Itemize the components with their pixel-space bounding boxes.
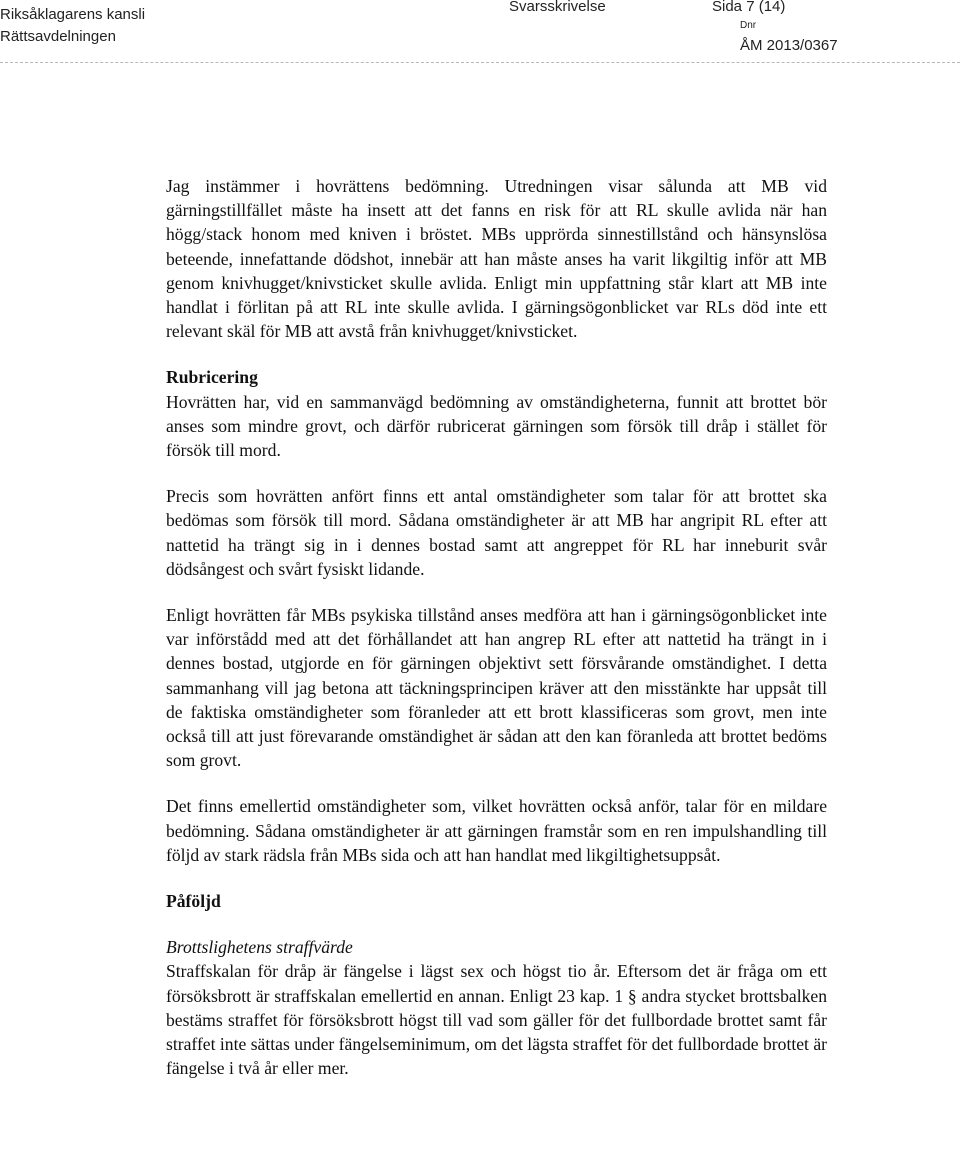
document-body (166, 174, 827, 1081)
heading-rubricering: Rubricering (166, 367, 258, 388)
page-header (0, 0, 960, 62)
department-name: Rättsavdelningen (0, 28, 116, 45)
spacer (166, 581, 827, 603)
spacer (166, 867, 827, 889)
heading-pafoljd: Påföljd (166, 891, 221, 912)
paragraph-aggravating: Precis som hovrätten anfört finns ett antal omständigheter som talar för att brottet ska bedömas som försök till mord. Sådana omständigheter är att MB har angripit RL efter att nattetid ha trängt sig in i dennes bostad samt att angreppet för RL har inneburit svår dödsångest och svårt fysiskt lidande. (166, 486, 827, 579)
header-divider (0, 62, 960, 63)
paragraph-penalty-scale: Straffskalan för dråp är fängelse i lägst sex och högst tio år. Eftersom det är fråga om ett försöksbrott är straffskalan emellertid en annan. Enligt 23 kap. 1 § andra stycket brottsbalken bestäms straffet för försöksbrott högst till vad som gäller för det fullbordade brottet samt får straffet inte sättas under fängelseminimum, om det lägsta straffet för det fullbordade brottet är fängelse i två år eller mer. (166, 961, 827, 1079)
paragraph-assessment: Jag instämmer i hovrättens bedömning. Utredningen visar sålunda att MB vid gärningstillfället måste ha insett att det fanns en risk för att RL skulle avlida när han högg/stack honom med kniven i bröstet. MBs upprörda sinnestillstånd och hänsynslösa beteende, innefattande dödshot, innebär att han måste anses ha varit likgiltig inför att MB genom knivhugget/knivsticket skulle avlida. Enligt min uppfattning står klart att MB inte handlat i förlitan på att RL inte skulle avlida. I gärningsögonblicket var RLs död inte ett relevant skäl för MB att avstå från knivhugget/knivsticket. (166, 176, 827, 342)
spacer (166, 913, 827, 935)
spacer (166, 462, 827, 484)
paragraph-mental-state: Enligt hovrätten får MBs psykiska tillstånd anses medföra att han i gärningsögonblicket inte var införstådd med att det förhållandet att han angrep RL efter att nattetid ha trängt in i dennes bostad, utgjorde en för gärningen objektivt sett försvårande omständighet. I detta sammanhang vill jag betona att täckningsprincipen kräver att den misstänkte har uppsåt till de faktiska omständigheter som föranleder att ett brott klassificeras som grovt, men inte också till att just förevarande omständighet är sådan att den kan föranleda att brottet bedöms som grovt. (166, 605, 827, 771)
dnr-value: ÅM 2013/0367 (740, 37, 838, 54)
org-name: Riksåklagarens kansli (0, 6, 146, 23)
paragraph-court-finding: Hovrätten har, vid en sammanvägd bedömning av omständigheterna, funnit att brottet bör anses som mindre grovt, och därför rubricerat gärningen som försök till dråp i stället för försök till mord. (166, 391, 827, 461)
page-number: Sida 7 (14) (712, 0, 786, 15)
header-org (0, 4, 145, 48)
paragraph-mitigating: Det finns emellertid omständigheter som, vilket hovrätten också anför, talar för en mildare bedömning. Sådana omständigheter är att gärningen framstår som en ren impulshandling till följd av stark rädsla från MBs sida och att han handlat med likgiltighetsuppsåt. (166, 796, 827, 865)
spacer (166, 343, 827, 365)
dnr-label: Dnr (740, 20, 757, 31)
document-type: Svarsskrivelse (509, 0, 606, 15)
subheading-straffvarde: Brottslighetens straffvärde (166, 937, 353, 958)
spacer (166, 772, 827, 794)
